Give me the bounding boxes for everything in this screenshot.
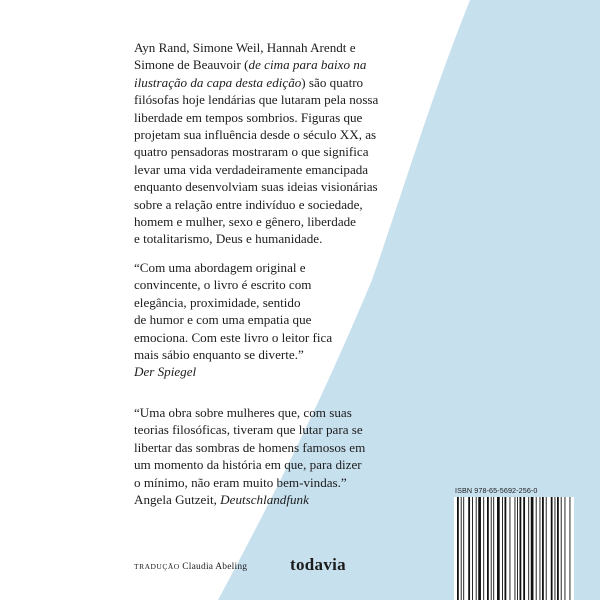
quote-line: teorias filosóficas, tiveram que lutar para se <box>134 422 363 438</box>
blurb-line: filósofas hoje lendárias que lutaram pela nossa <box>134 92 379 108</box>
quote-line: “Com uma abordagem original e <box>134 260 306 275</box>
barcode-icon <box>454 497 574 600</box>
blurb-line: sobre a relação entre indivíduo e sociedade, <box>134 196 363 212</box>
blurb-italic-text: de cima para baixo na <box>248 57 367 73</box>
publisher-logo: todavia <box>290 555 346 574</box>
translator-name: Claudia Abeling <box>182 562 248 572</box>
quote-line: “Uma obra sobre mulheres que, com suas <box>134 405 352 420</box>
quote-line: de humor e com uma empatia que <box>134 312 312 328</box>
review-quote-der-spiegel <box>134 259 332 381</box>
blurb-line: projetam sua influência desde o século XX, as <box>134 127 377 143</box>
quote-source: Deutschlandfunk <box>220 492 309 508</box>
blurb-line: Ayn Rand, Simone Weil, Hannah Arendt e <box>134 40 356 55</box>
synopsis-blurb <box>134 39 378 248</box>
quote-author: Angela Gutzeit, <box>134 492 221 508</box>
isbn-number: ISBN 978-65-5692-256-0 <box>455 486 538 495</box>
blurb-line: liberdade em tempos sombrios. Figuras que <box>134 109 363 125</box>
quote-line: elegância, proximidade, sentido <box>134 294 301 310</box>
quote-line: emociona. Com este livro o leitor fica <box>134 329 333 345</box>
quote-line: o mínimo, não eram muito bem-vindas.” <box>134 474 347 490</box>
quote-line: mais sábio enquanto se diverte.” <box>134 347 304 363</box>
blurb-line: levar uma vida verdadeiramente emancipada <box>134 161 369 177</box>
blurb-text: ) são quatro <box>301 74 364 90</box>
quote-source: Der Spiegel <box>134 364 197 380</box>
blurb-text: Simone de Beauvoir ( <box>134 57 249 73</box>
blurb-line <box>134 74 378 91</box>
quote-line: libertar das sombras de homens famosos em <box>134 439 366 455</box>
translator-credit <box>134 562 247 572</box>
review-quote-deutschlandfunk <box>134 404 365 508</box>
blurb-line: homem e mulher, sexo e gênero, liberdade <box>134 214 356 230</box>
quote-line: convincente, o livro é escrito com <box>134 277 312 293</box>
translation-label: TRADUÇÃO <box>134 562 180 571</box>
blurb-line: e totalitarismo, Deus e humanidade. <box>134 231 323 247</box>
quote-line: um momento da história em que, para dizer <box>134 457 362 473</box>
blurb-line: quatro pensadoras mostraram o que significa <box>134 144 369 160</box>
blurb-line: enquanto desenvolviam suas ideias visionárias <box>134 179 378 195</box>
blurb-italic-text: ilustração da capa desta edição <box>134 74 302 90</box>
blurb-line <box>134 56 378 73</box>
quote-attribution <box>134 491 365 508</box>
